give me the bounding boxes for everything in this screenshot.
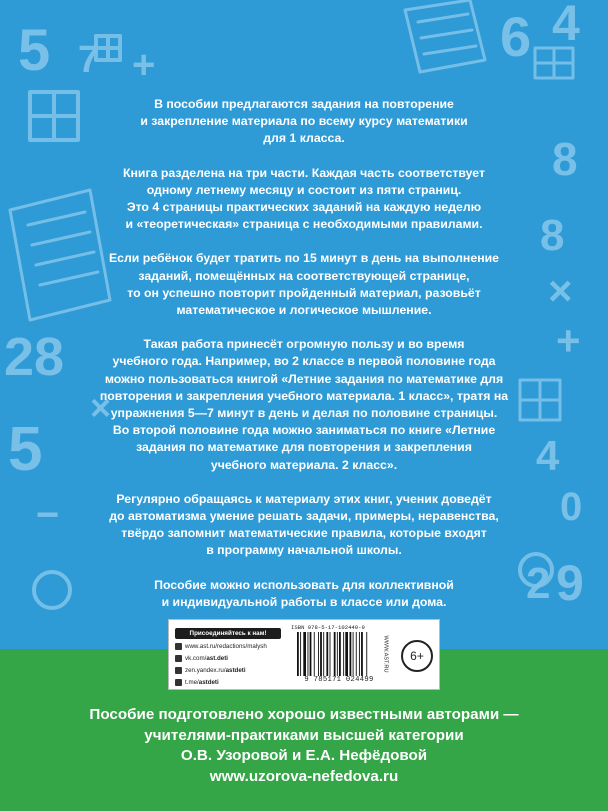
barcode-bar — [330, 632, 331, 676]
isbn-block — [291, 624, 387, 686]
authors-line: О.В. Узоровой и Е.А. Нефёдовой — [180, 747, 428, 764]
description-paragraph — [78, 577, 530, 611]
description-text — [78, 96, 530, 628]
barcode-bar — [310, 632, 312, 676]
description-line: Такая работа принесёт огромную пользу и во время — [143, 337, 465, 352]
barcode-digits: 9 785171 024499 — [304, 676, 374, 684]
decor-glyph: 7 — [78, 39, 100, 81]
social-links-block — [175, 628, 281, 687]
barcode-icon — [297, 632, 383, 676]
decor-glyph: 8 — [540, 211, 565, 260]
description-line: Пособие можно использовать для коллективной — [154, 577, 454, 592]
description-line: и «теоретическая» страница с необходимыми правилами. — [125, 217, 483, 232]
barcode-bar — [361, 632, 363, 676]
social-link[interactable] — [175, 678, 281, 687]
decor-glyph: × — [90, 387, 112, 428]
decor-glyph: 0 — [560, 485, 583, 529]
barcode-bar — [350, 632, 352, 676]
authors-text — [30, 705, 578, 787]
barcode-bar — [326, 632, 328, 676]
description-line: Если ребёнок будет тратить по 15 минут в день на выполнение — [108, 251, 500, 266]
social-link[interactable] — [175, 666, 281, 675]
description-line: Регулярно обращаясь к материалу этих книг, ученик доведёт — [116, 491, 492, 506]
vk-icon — [175, 655, 182, 662]
barcode-bar — [314, 632, 315, 676]
decor-glyph: 5 — [8, 415, 43, 484]
description-line: заданий, помещённых на соответствующей странице, — [138, 268, 470, 283]
description-paragraph — [78, 491, 530, 560]
description-paragraph — [78, 336, 530, 474]
decor-glyph: 2 — [526, 559, 551, 608]
decor-glyph: 9 — [556, 555, 584, 611]
description-line: учебного материала. 2 класс». — [210, 457, 398, 472]
description-line: Это 4 страницы практических заданий на каждую неделю — [126, 200, 482, 215]
isbn-text: ISBN 978-5-17-102449-9 — [291, 624, 365, 631]
social-link[interactable] — [175, 642, 281, 651]
barcode-bar — [318, 632, 319, 676]
site-vertical — [382, 626, 399, 684]
description-paragraph — [78, 250, 530, 319]
decor-glyph: + — [556, 317, 581, 364]
social-link-text: zen.yandex.ru/astdeti — [185, 667, 246, 674]
description-line: Во второй половине года можно заниматься по книге «Летние — [112, 423, 496, 438]
social-link-text: vk.com/ast.deti — [185, 655, 228, 662]
social-link-text: www.ast.ru/redactions/malysh — [185, 643, 267, 650]
description-line: до автоматизма умение решать задачи, примеры, неравенства, — [109, 509, 499, 524]
barcode-bar — [303, 632, 306, 676]
description-line: и закрепление материала по всему курсу математики — [140, 114, 468, 129]
decor-glyph: 5 — [18, 18, 51, 83]
description-line: можно пользоваться книгой «Летние задания по математике для — [104, 371, 504, 386]
publisher-info-box — [168, 619, 440, 690]
worksheet-doodle-icon — [405, 0, 485, 72]
barcode-bar — [320, 632, 322, 676]
ring-doodle-icon — [34, 572, 70, 608]
barcode-bar — [345, 632, 348, 676]
barcode-bar — [339, 632, 341, 676]
decor-glyph: × — [548, 267, 573, 314]
decor-glyph: 4 — [552, 0, 580, 51]
description-line: и индивидуальной работы в классе или дома. — [161, 594, 447, 609]
authors-line: Пособие подготовлено хорошо известными авторами — — [89, 706, 519, 723]
description-line: учебного года. Например, во 2 классе в первой половине года — [112, 354, 496, 369]
barcode-bar — [308, 632, 309, 676]
description-line: математическое и логическое мышление. — [176, 303, 432, 318]
description-line: задания по математике для повторения и закрепления — [136, 440, 472, 455]
description-line: для 1 класса. — [263, 131, 345, 146]
description-line: одному летнему месяцу и состоит из пяти страниц. — [146, 182, 462, 197]
description-line: Книга разделена на три части. Каждая часть соответствует — [123, 165, 485, 180]
barcode-bar — [356, 632, 357, 676]
decor-glyph: + — [132, 43, 156, 87]
decor-glyph: 4 — [536, 432, 560, 479]
decor-glyph: − — [36, 493, 60, 537]
grid-doodle-icon — [535, 48, 573, 78]
barcode-bar — [337, 632, 338, 676]
social-link[interactable] — [175, 654, 281, 663]
description-paragraph — [78, 96, 530, 148]
description-line: в программу начальной школы. — [206, 543, 402, 558]
barcode-bar — [366, 632, 367, 676]
barcode-bar — [343, 632, 344, 676]
barcode-bar — [334, 632, 336, 676]
description-line: то он успешно повторит пройденный материал, разовьёт — [127, 285, 481, 300]
social-links-list — [175, 642, 281, 687]
site-vertical-text: WWW.AST.RU — [382, 635, 389, 673]
social-link-text: t.me/astdeti — [185, 679, 219, 686]
barcode-bar — [353, 632, 354, 676]
join-us-label: Присоединяйтесь к нам! — [175, 628, 281, 639]
authors-website-link[interactable]: www.uzorova-nefedova.ru — [209, 767, 399, 785]
barcode-bar — [300, 632, 301, 676]
description-line: упражнения 5—7 минут в день и делая по половине страницы. — [110, 406, 498, 421]
authors-line: учителями-практиками высшей категории — [144, 726, 464, 744]
age-rating-badge: 6+ — [401, 640, 433, 672]
decor-glyph: 28 — [4, 327, 65, 387]
barcode-bar — [323, 632, 324, 676]
globe-icon — [175, 643, 182, 650]
telegram-icon — [175, 679, 182, 686]
decor-glyph: 6 — [500, 5, 532, 68]
description-line: В пособии предлагаются задания на повторение — [154, 97, 454, 111]
description-line: повторения и закрепления учебного материала. 1 класс», тратя на — [99, 388, 509, 403]
description-line: твёрдо запомнит математические правила, которые входят — [121, 526, 487, 541]
zen-icon — [175, 667, 182, 674]
barcode-bar — [297, 632, 299, 676]
decor-glyph: 8 — [552, 133, 578, 185]
description-paragraph — [78, 165, 530, 234]
barcode-bar — [359, 632, 360, 676]
